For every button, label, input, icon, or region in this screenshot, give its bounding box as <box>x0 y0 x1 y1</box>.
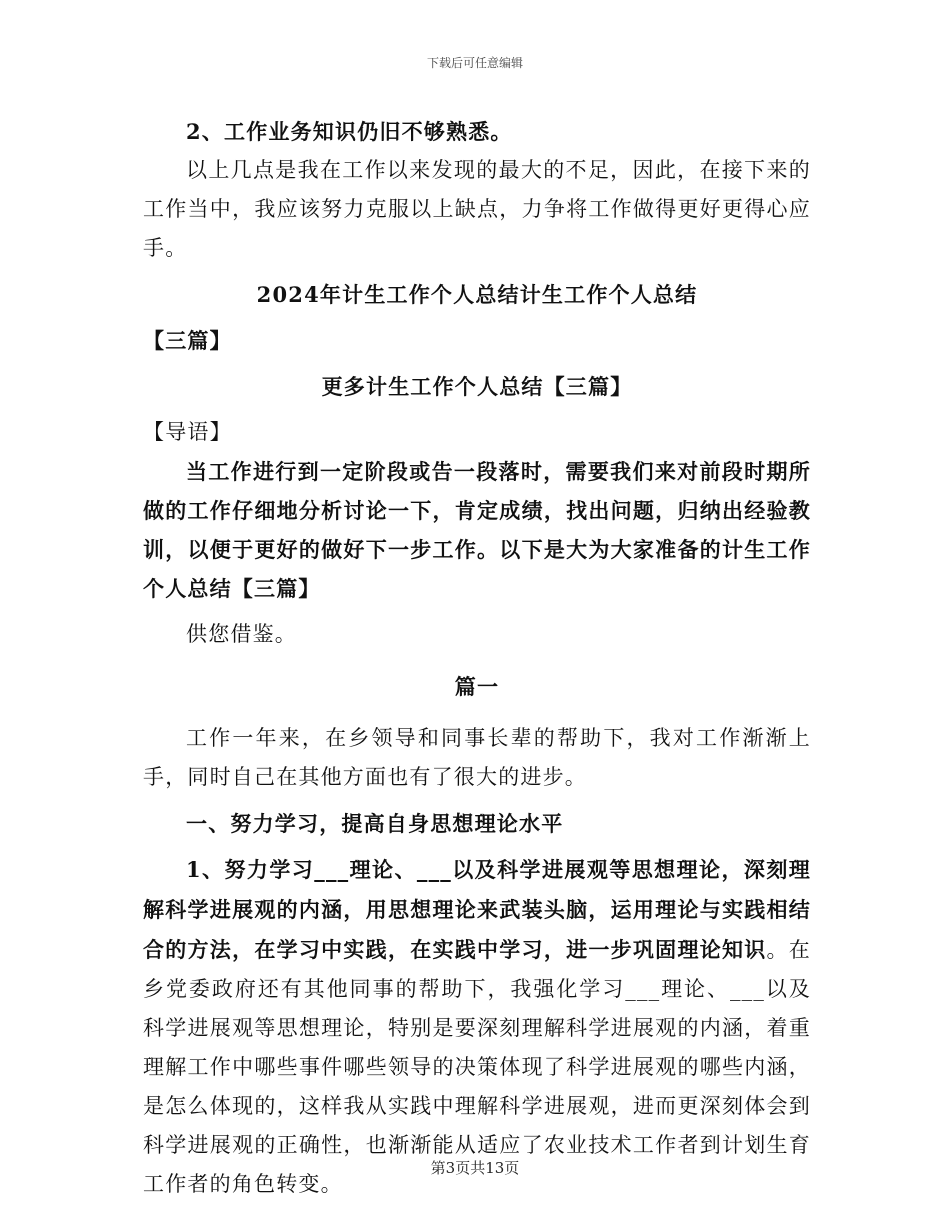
section-heading: 一、努力学习，提高自身思想理论水平 <box>186 811 564 836</box>
point-1-paragraph <box>143 850 811 1204</box>
article-subtitle: 更多计生工作个人总结【三篇】 <box>321 374 633 399</box>
document-body <box>143 112 811 1204</box>
article-title: 2024年计生工作个人总结计生工作个人总结 <box>256 282 698 307</box>
guide-paragraph: 当工作进行到一定阶段或告一段落时，需要我们来对前段时期所做的工作仔细地分析讨论一下，肯定成绩，找出问题，归纳出经验教训，以便于更好的做好下一步工作。以下是大为大家准备的计生工作个人总结【三篇】 <box>143 459 811 601</box>
conclusion-paragraph: 以上几点是我在工作以来发现的最大的不足，因此，在接下来的工作当中，我应该努力克服以上缺点，力争将工作做得更好更得心应手。 <box>143 158 811 260</box>
section-title: 篇一 <box>454 674 500 699</box>
point-1-text: 。在乡党委政府还有其他同事的帮助下，我强化学习___理论、___以及科学进展观等思想理论，特别是要深刻理解科学进展观的内涵，着重理解工作中哪些事件哪些领导的决策体现了科学进展观的哪些内涵，是怎么体现的，这样我从实践中理解科学进展观，进而更深刻体会到科学进展观的正确性，也渐渐能从适应了农业技术工作者到计划生育工作者的角色转变。 <box>143 938 811 1196</box>
article-title-suffix: 【三篇】 <box>143 328 232 353</box>
point-1-emphasis: 1、努力学习___理论、___以及科学进展观等思想理论，深刻理解科学进展观的内涵，用思想理论来武装头脑，运用理论与实践相结合的方法，在学习中实践，在实践中学习，进一步巩固理论知识 <box>143 857 811 962</box>
intro-paragraph: 工作一年来，在乡领导和同事长辈的帮助下，我对工作渐渐上手，同时自己在其他方面也有了很大的进步。 <box>143 726 811 789</box>
list-item-2: 2、工作业务知识仍旧不够熟悉。 <box>186 119 513 144</box>
guide-label: 【导语】 <box>143 420 232 444</box>
reference-line: 供您借鉴。 <box>186 622 297 646</box>
page-indicator: 第3页共13页 <box>430 1159 520 1177</box>
page-header-note: 下载后可任意编辑 <box>426 56 523 70</box>
